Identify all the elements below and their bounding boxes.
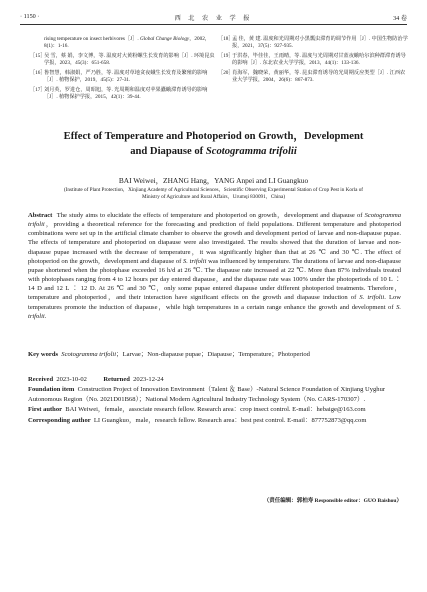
reference-item: ［19］ 于洪春，毕佳佳，王雨晴，等. 温度与光周期对甘蓝夜蛾哈尔滨种群滞育诱导的影响［J］. 东北农业大学学报，2013，44(1)：133-136.	[218, 52, 406, 67]
corresponding-author-label: Corresponding author	[28, 416, 91, 424]
reference-item: ［18］ 孟 佳，黄 建. 温度和光周期对小黑瓢虫滞育的调节作用［J］. 中国生物防治学报，2021，37(5)：927-935.	[218, 36, 408, 50]
volume-label: 34 卷	[393, 15, 407, 22]
abstract-label: Abstract	[28, 212, 53, 219]
returned-label: Returned	[103, 376, 130, 383]
title-line-2: and Diapause of Scotogramma trifolii	[130, 146, 297, 158]
title-line-1: Effect of Temperature and Photoperiod on Growth，Development	[63, 131, 364, 142]
returned-date: 2023-12-24	[133, 376, 164, 383]
reference-item: ［15］ 吴 雪，蔡 娟，李文博，等. 温度对大黄粉螺生长发育的影响［J］. 环境昆虫学报，2023，45(3)：651-658.	[30, 52, 215, 67]
foundation-text: Construction Project of Innovation Environment（Talent ＆ Base）-Natural Science Foundation of Xinjiang Uyghur Autonomous Region（No. 2021D01B68）；National Modern Agricultural Industry Technology System（No. CARS-170307）.	[28, 386, 386, 403]
reference-item: rising temperature on insect herbivores［J］. Global Change Biology，2002，8(1)：1-16.	[44, 36, 210, 50]
author-list: BAI Weiwei，ZHANG Hang，YANG Anpei and LI Guangkuo	[118, 176, 309, 185]
references-left-column	[30, 36, 216, 104]
keywords	[28, 350, 401, 359]
reference-item: ［16］ 鲁智慧，韩淑娟，严乃胜，等. 温度对草地贪夜蛾生长发育及繁殖的影响［J］. 植物保护，2019，45(5)：27-31.	[30, 69, 208, 84]
reference-item: ［20］ 肖海军，魏晓荣，黄丽华，等. 昆虫滞育诱导的光周期反应类型［J］. 江西农业大学学报，2004，26(6)：867-873.	[218, 69, 406, 84]
abstract	[28, 211, 401, 321]
keywords-label: Key words	[28, 351, 59, 358]
article-metadata	[28, 375, 401, 426]
journal-title: 西 北 农 业 学 报	[174, 15, 253, 22]
title-species: Scotogramma trifolii	[205, 146, 297, 158]
corresponding-author-row	[28, 416, 401, 425]
first-author-label: First author	[28, 406, 63, 414]
responsible-editor: （责任编辑：郭柏寿 Responsible editor：GUO Baishou）	[263, 498, 402, 504]
received-date: 2023-10-02	[56, 376, 87, 383]
foundation-row	[28, 385, 401, 404]
header-rule	[20, 24, 407, 25]
keywords-text: Scotogramma trifolii；Larvae；Non-diapause pupae；Diapause；Temperature；Photoperiod	[61, 351, 310, 358]
page-number: · 1150 ·	[20, 13, 40, 20]
abstract-text: The study aims to elucidate the effects of temperature and photoperiod on growth，development and diapause of Scotogramma trifolii，providing a theoretical reference for the forecasting and prediction of field populations. Different temperature and photoperiod combinations were set up in the artificial climate chamber to observe the growth and development period of larvae and non-diapause pupae. The effects of temperature and photoperiod on diapause were also investigated. The results showed that the duration of larvae and non-diapause pupae increased with the decrease of temperature，it was significantly higher than that at 26 ℃ and 30 ℃. The effect of photoperiod on the growth，development and diapause of S. trifolii was influenced by temperature. The durations of larvae and non-diapause pupae shortened when the photophase exceeded 16 h/d at 26 ℃. The diapause rate increased at 22 ℃. More than 87% individuals treated with photophases ranging from 4 to 12 hours per day entered diapause，and the diapause rate was 100% under the photoperiods of 10 L ∶ 14 D and 12 L ∶ 12 D. At 26 ℃ and 30 ℃，only some pupae entered diapause under different photoperiod treatments. Therefore，temperature and photoperiod，and their interaction have significant effects on the growth and diapause induction of S. trifolii. Low temperatures promote the induction of diapause，while high temperatures in a certain range enhance the growth and development of S. trifolii.	[28, 212, 401, 320]
corresponding-author-text: LI Guangkuo，male，research fellow. Research area：best pest control. E-mail：877752873@qq.com	[93, 416, 367, 424]
reference-item: ［17］ 刘月英，罗进仓，周昭旭，等. 光周期和温度对苹果蠹蛾滞育诱导的影响［J］. 植物保护学报，2015，42(1)：39-44.	[30, 86, 208, 101]
first-author-text: BAI Weiwei，female，associate research fellow. Research area：crop insect control. E-mail：hebaige@163.com	[65, 406, 366, 414]
paper-title	[26, 129, 401, 160]
received-label: Received	[28, 376, 54, 383]
foundation-label: Foundation item	[28, 386, 75, 394]
dates-row	[28, 375, 401, 384]
references-right-column	[218, 36, 408, 87]
affiliation: (Institute of Plant Protection，Xinjiang Academy of Agricultural Sciences，Scientific Observing Experimental Station of Crop Pest in Korla of Ministry of Agriculture and Rural Affairs，Urumqi 830091，China)	[63, 187, 364, 201]
first-author-row	[28, 405, 401, 414]
